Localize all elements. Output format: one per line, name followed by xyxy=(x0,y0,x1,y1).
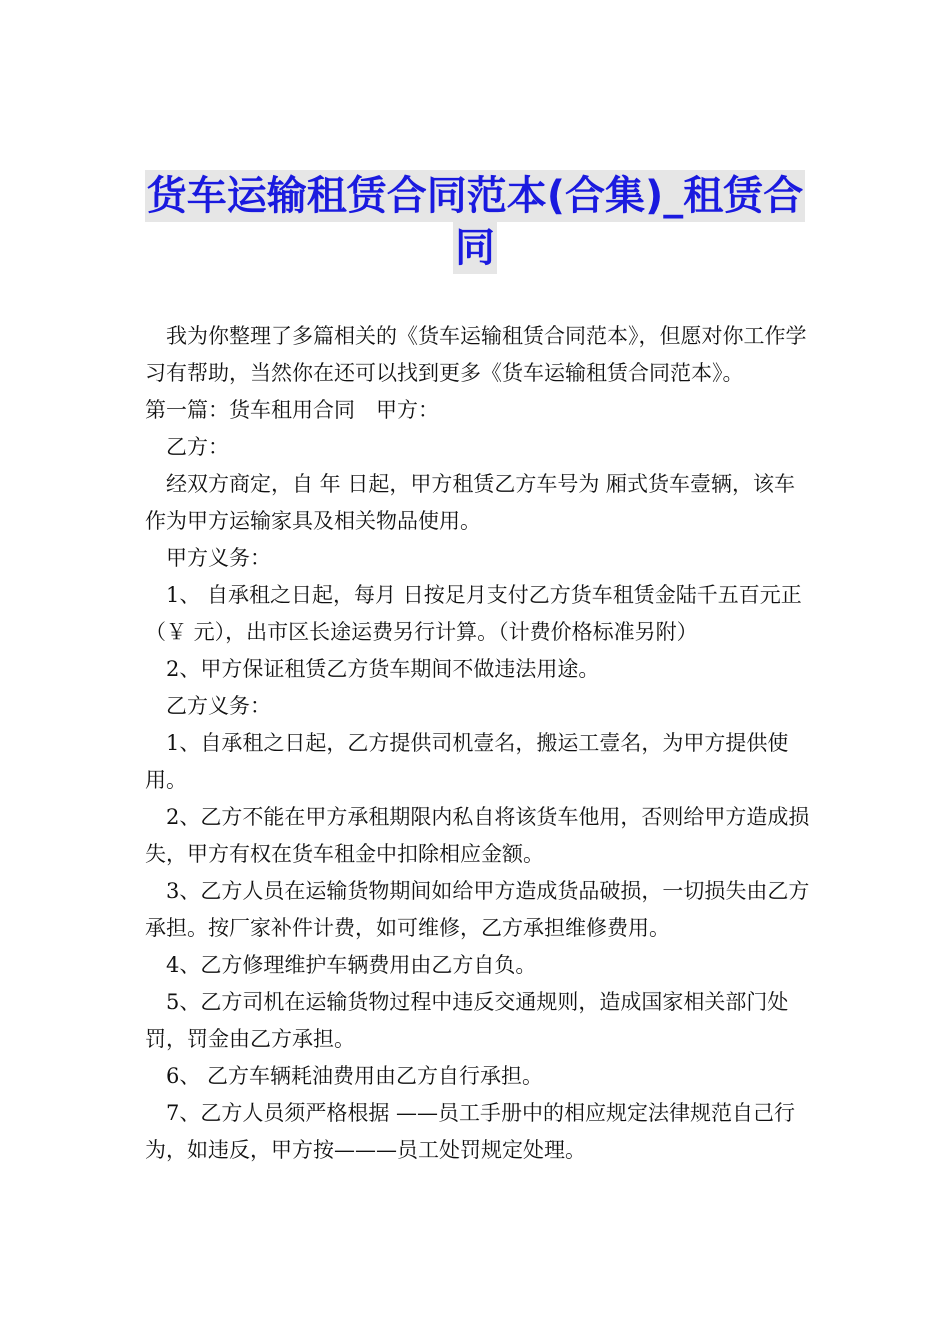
paragraph-party-a-duty-1: 1、 自承租之日起，每月 日按足月支付乙方货车租赁金陆千五百元正（￥ 元），出市区长途运费另行计算。（计费价格标准另附） xyxy=(145,583,802,644)
paragraph-party-b-duty-5: 5、乙方司机在运输货物过程中违反交通规则，造成国家相关部门处罚，罚金由乙方承担。 xyxy=(145,990,789,1051)
paragraph-party-b-duty-4: 4、乙方修理维护车辆费用由乙方自负。 xyxy=(145,953,537,977)
paragraph-intro: 我为你整理了多篇相关的《货车运输租赁合同范本》，但愿对你工作学习有帮助，当然你在还可以找到更多《货车运输租赁合同范本》。 xyxy=(145,324,807,385)
paragraph-party-a-duties-heading: 甲方义务： xyxy=(145,546,271,570)
paragraph-party-b-duty-1: 1、自承租之日起，乙方提供司机壹名，搬运工壹名，为甲方提供使用。 xyxy=(145,731,789,792)
title-line-2: 同 xyxy=(453,222,497,274)
paragraph-party-b-duty-2: 2、乙方不能在甲方承租期限内私自将该货车他用，否则给甲方造成损失，甲方有权在货车租金中扣除相应金额。 xyxy=(145,805,810,866)
paragraph-party-b-duty-6: 6、 乙方车辆耗油费用由乙方自行承担。 xyxy=(145,1064,544,1088)
paragraph-agreement: 经双方商定，自 年 日起，甲方租赁乙方车号为 厢式货车壹辆，该车作为甲方运输家具及相关物品使用。 xyxy=(145,472,796,533)
paragraph-section-heading: 第一篇：货车租用合同 甲方： xyxy=(145,398,439,422)
paragraph-party-a-duty-2: 2、甲方保证租赁乙方货车期间不做违法用途。 xyxy=(145,657,600,681)
paragraph-party-b-duty-3: 3、乙方人员在运输货物期间如给甲方造成货品破损，一切损失由乙方承担。按厂家补件计费，如可维修，乙方承担维修费用。 xyxy=(145,879,810,940)
paragraph-party-b: 乙方： xyxy=(145,435,229,459)
document-title xyxy=(120,170,830,274)
paragraph-party-b-duties-heading: 乙方义务： xyxy=(145,694,271,718)
paragraph-party-b-duty-7: 7、乙方人员须严格根据 ——员工手册中的相应规定法律规范自己行为，如违反，甲方按———员工处罚规定处理。 xyxy=(145,1101,796,1162)
document-body xyxy=(145,318,810,1169)
title-line-1: 货车运输租赁合同范本(合集)_租赁合 xyxy=(145,170,806,222)
